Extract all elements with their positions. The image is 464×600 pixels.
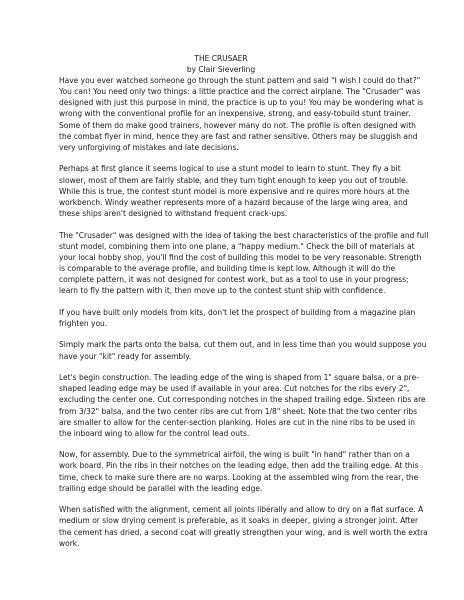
paragraph-mark-parts: Simply mark the parts onto the balsa, cut them out, and in less time than you would suppose you have your "kit" ready for assembly. xyxy=(59,340,427,361)
paragraph-alignment: When satisfied with the alignment, cement all joints liberally and allow to dry on a flat surface. A medium or slow drying cement is preferable, as it soaks in deeper, giving a stronger joint. After the cement has dried, a second coat will greatly strengthen your wing, and is well worth the extra work. xyxy=(59,505,428,548)
article-title: THE CRUSAER xyxy=(194,54,248,63)
article-byline: by Clair Sieverling xyxy=(186,65,256,75)
paragraph-intro: Have you ever watched someone go through the stunt pattern and said "I wish I could do that?" You can! You need only two things: a little practice and the correct airplane. The "Crusader" was designed with just this purpose in mind, the practice is up to you! You may be wondering what is wrong with the conventional profile for an inexpensive, strong, and easy-tobuild stunt trainer. Some of them do make good trainers, however many do not. The profile is often designed with the combat flyer in mind, hence they are fast and rather sensitive. Others may be sluggish and very unforgiving of mistakes and late decisions. xyxy=(59,76,424,152)
paragraph-construction: Let's begin construction. The leading edge of the wing is shaped from 1" square balsa, or a pre-shaped leading edge may be used if available in your area. Cut notches for the ribs every 2", excluding the center one. Cut corresponding notches in the shaped trailing edge. Sixteen ribs are from 3/32" balsa, and the two center ribs are cut from 1/8" sheet. Note that the two center ribs are smaller to allow for the center-section planking. Holes are cut in the nine ribs to be used in the inboard wing to allow for the control lead outs. xyxy=(59,373,426,438)
article xyxy=(59,54,429,559)
paragraph-assembly: Now, for assembly. Due to the symmetrical airfoil, the wing is built "in hand" rather than on a work board. Pin the ribs in their notches on the leading edge, then add the trailing edge. At this time, check to make sure there are no warps. Looking at the assembled wing from the rear, the trailing edge should be parallel with the leading edge. xyxy=(59,450,419,493)
paragraph-kits: If you have built only models from kits, don't let the prospect of building from a magazine plan frighten you. xyxy=(59,307,416,328)
paragraph-design-idea: The "Crusader" was designed with the idea of taking the best characteristics of the profile and full stunt model, combining them into one plane, a "happy medium." Check the bill of materials at your local hobby shop, you'll find the cost of building this model to be very reasonable. Strength is comparable to the average profile, and building time is kept low. Although it will do the complete pattern, it was not designed for contest work, but as a tool to use in your progress; learn to fly the pattern with it, then move up to the contest stunt ship with confidence. xyxy=(59,230,429,295)
paragraph-stunt-model: Perhaps at first glance it seems logical to use a stunt model to learn to stunt. They fly a bit slower, most of them are fairly stable, and they turn tight enough to keep you out of trouble. While this is true, the contest stunt model is more expensive and re quires more hours at the workbench. Windy weather represents more of a hazard because of the large wing area, and these ships aren't designed to withstand frequent crack-ups. xyxy=(59,164,410,218)
